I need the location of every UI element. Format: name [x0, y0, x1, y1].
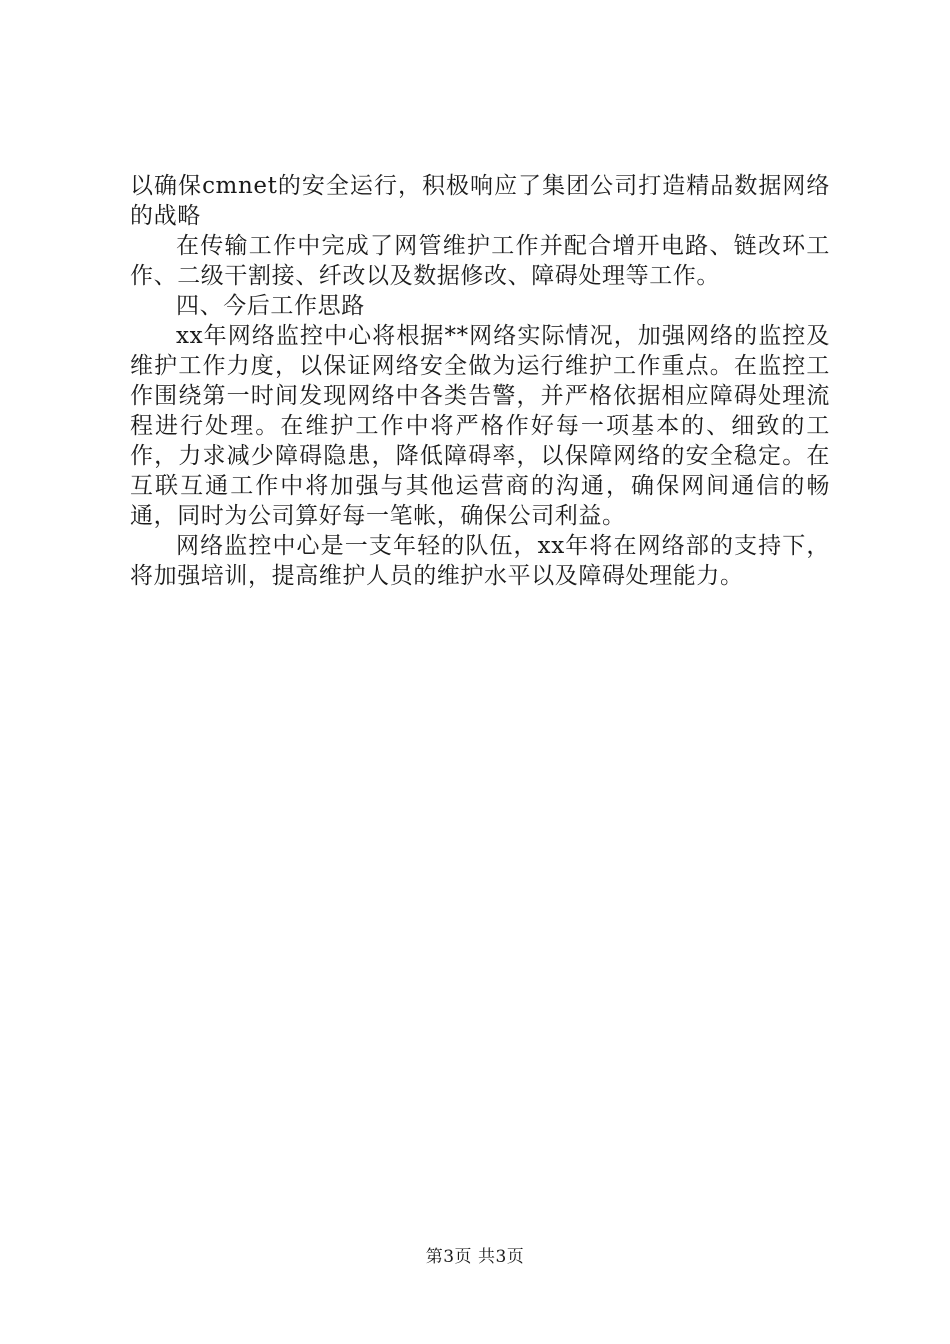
paragraph-team-training: 网络监控中心是一支年轻的队伍，xx年将在网络部的支持下，将加强培训，提高维护人员的维护水平以及障碍处理能力。	[130, 533, 830, 589]
paragraph-transmission-work: 在传输工作中完成了网管维护工作并配合增开电路、链改环工作、二级干割接、纤改以及数据修改、障碍处理等工作。	[130, 233, 830, 289]
page-number-footer: 第3页 共3页	[425, 1247, 525, 1267]
section-heading-future-plan: 四、今后工作思路	[176, 293, 365, 319]
paragraph-monitoring-plan: xx年网络监控中心将根据**网络实际情况，加强网络的监控及维护工作力度，以保证网络安全做为运行维护工作重点。在监控工作围绕第一时间发现网络中各类告警，并严格依据相应障碍处理流程进行处理。在维护工作中将严格作好每一项基本的、细致的工作，力求减少障碍隐患，降低障碍率，以保障网络的安全稳定。在互联互通工作中将加强与其他运营商的沟通，确保网间通信的畅通，同时为公司算好每一笔帐，确保公司利益。	[130, 323, 830, 529]
document-body	[130, 171, 830, 591]
paragraph-continuation: 以确保cmnet的安全运行，积极响应了集团公司打造精品数据网络的战略	[130, 173, 830, 229]
